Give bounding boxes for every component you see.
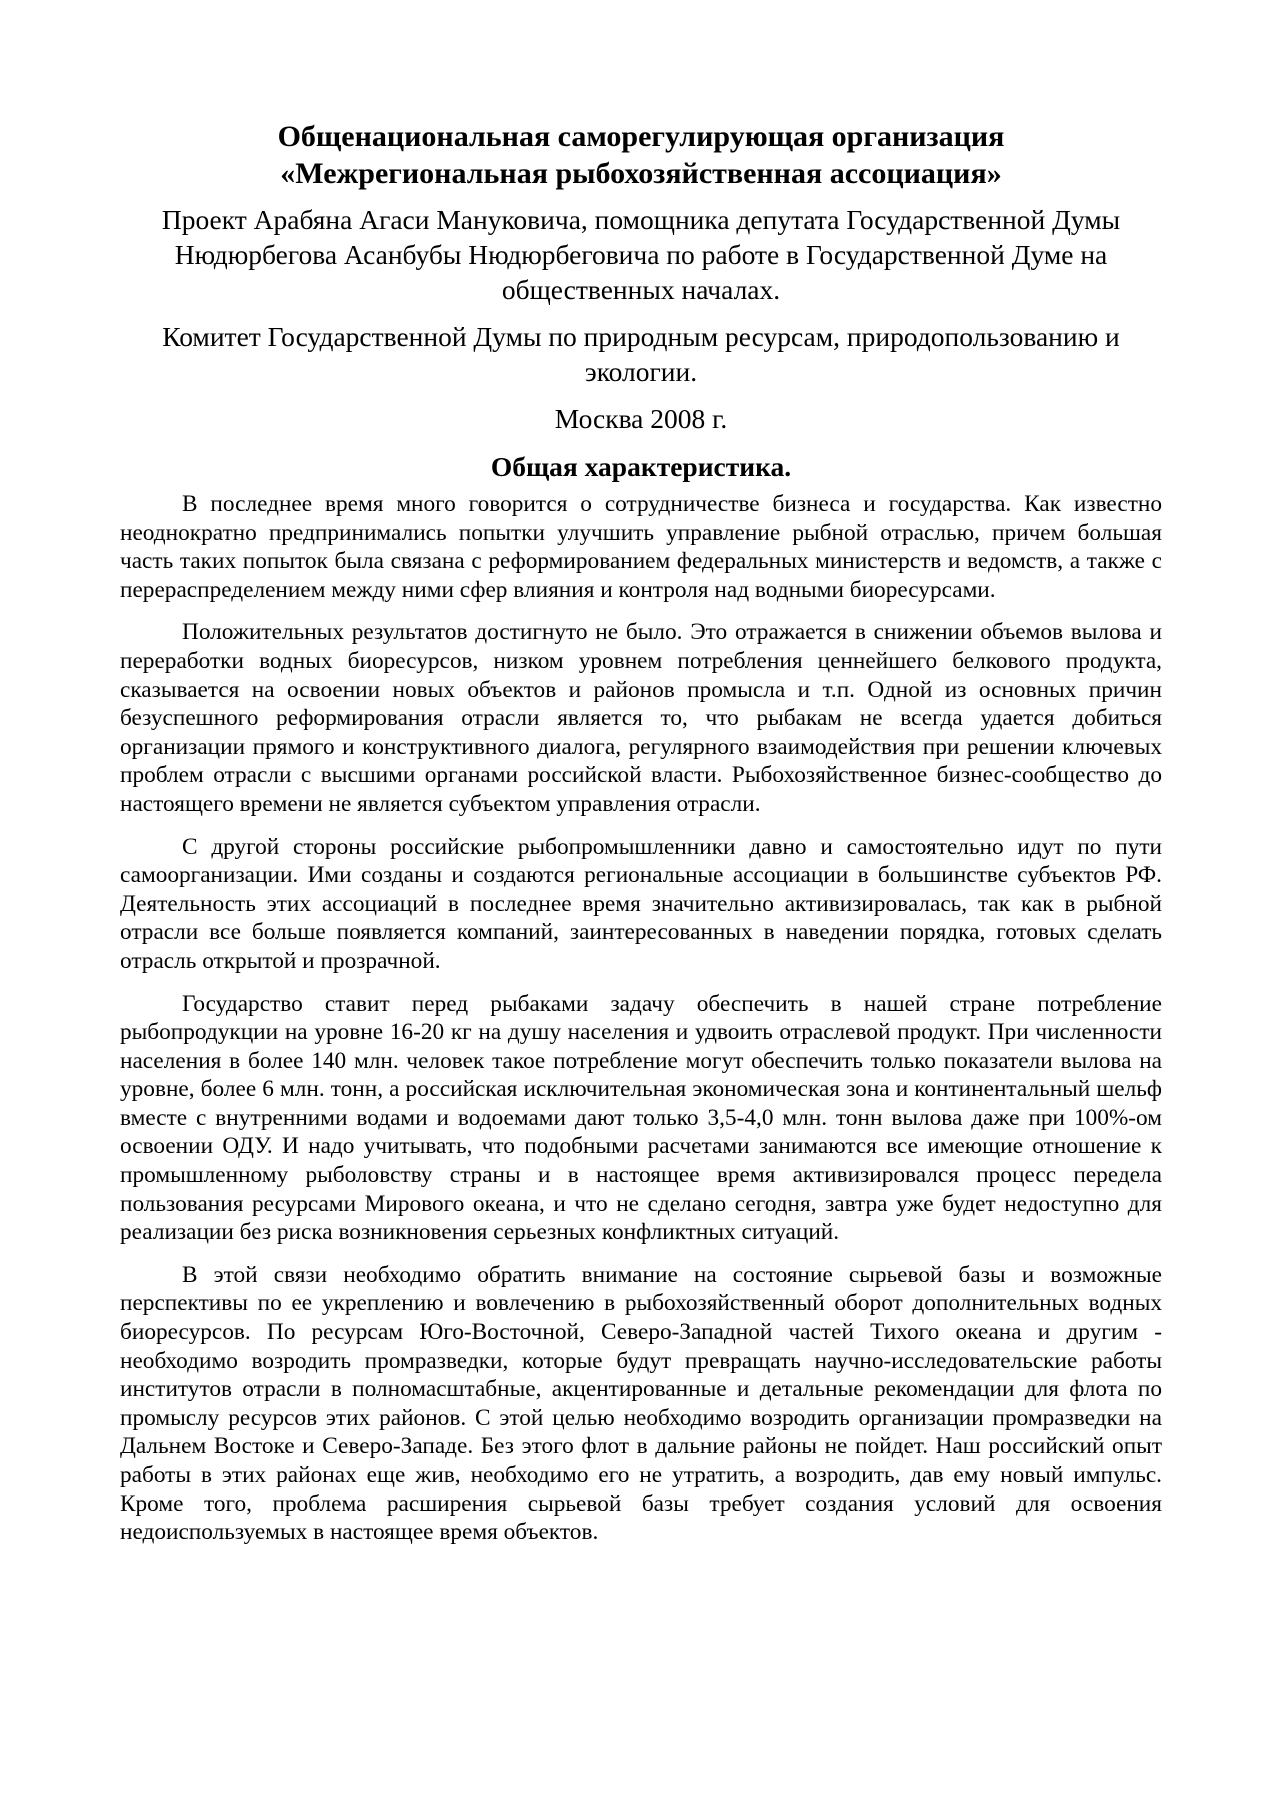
document-page [120, 118, 1162, 1547]
organization-title-line2: «Межрегиональная рыбохозяйственная ассоциация» [280, 157, 1002, 190]
body-paragraph-2: Положительных результатов достигнуто не было. Это отражается в снижении объемов вылова и переработки водных биоресурсов, низком уровнем потребления ценнейшего белкового продукта, сказывается на освоении новых объектов и районов промысла и т.п. Одной из основных причин безуспешного реформирования отрасли является то, что рыбакам не всегда удается добиться организации прямого и конструктивного диалога, регулярного взаимодействия при решении ключевых проблем отрасли с высшими органами российской власти. Рыбохозяйственное бизнес-сообщество до настоящего времени не является субъектом управления отрасли. [120, 619, 1162, 817]
project-author-subtitle: Проект Арабяна Агаси Мануковича, помощника депутата Государственной Думы Нюдюрбегова Асанбубы Нюдюрбеговича по работе в Государственной Думе на общественных началах. [161, 204, 1121, 305]
organization-title [120, 118, 1162, 192]
body-paragraph-4: Государство ставит перед рыбаками задачу обеспечить в нашей стране потребление рыбопродукции на уровне 16-20 кг на душу населения и удвоить отраслевой продукт. При численности населения в более 140 млн. человек такое потребление могут обеспечить только показатели вылова на уровне, более 6 млн. тонн, а российская исключительная экономическая зона и континентальный шельф вместе с внутренними водами и водоемами дают только 3,5-4,0 млн. тонн вылова даже при 100%-ом освоении ОДУ. И надо учитывать, что подобными расчетами занимаются все имеющие отношение к промышленному рыболовству страны и в настоящее время активизировался процесс передела пользования ресурсами Мирового океана, и что не сделано сегодня, завтра уже будет недоступно для реализации без риска возникновения серьезных конфликтных ситуаций. [120, 990, 1162, 1246]
body-paragraph-1: В последнее время много говорится о сотрудничестве бизнеса и государства. Как известно неоднократно предпринимались попытки улучшить управление рыбной отраслью, причем большая часть таких попыток была связана с реформированием федеральных министерств и ведомств, а также с перераспределением между ними сфер влияния и контроля над водными биоресурсами. [120, 491, 1162, 603]
city-year: Москва 2008 г. [554, 403, 728, 434]
body-paragraph-5: В этой связи необходимо обратить внимание на состояние сырьевой базы и возможные перспективы по ее укреплению и вовлечению в рыбохозяйственный оборот дополнительных водных биоресурсов. По ресурсам Юго-Восточной, Северо-Западной частей Тихого океана и другим - необходимо возродить промразведки, которые будут превращать научно-исследовательские работы институтов отрасли в полномасштабные, акцентированные и детальные рекомендации для флота по промыслу ресурсов этих районов. С этой целью необходимо возродить организации промразведки на Дальнем Востоке и Северо-Западе. Без этого флот в дальние районы не пойдет. Наш российский опыт работы в этих районах еще жив, необходимо его не утратить, а возродить, дав ему новый импульс. Кроме того, проблема расширения сырьевой базы требует создания условий для освоения недоиспользуемых в настоящее время объектов. [120, 1261, 1162, 1546]
committee-name: Комитет Государственной Думы по природным ресурсам, природопользованию и экологии. [162, 321, 1120, 387]
section-heading: Общая характеристика. [490, 451, 792, 482]
organization-title-line1: Общенациональная саморегулирующая организация [277, 120, 1005, 153]
body-paragraph-3: С другой стороны российские рыбопромышленники давно и самостоятельно идут по пути самоорганизации. Ими созданы и создаются региональные ассоциации в большинстве субъектов РФ. Деятельность этих ассоциаций в последнее время значительно активизировалась, так как в рыбной отрасли все больше появляется компаний, заинтересованных в наведении порядка, готовых сделать отрасль открытой и прозрачной. [120, 833, 1162, 974]
